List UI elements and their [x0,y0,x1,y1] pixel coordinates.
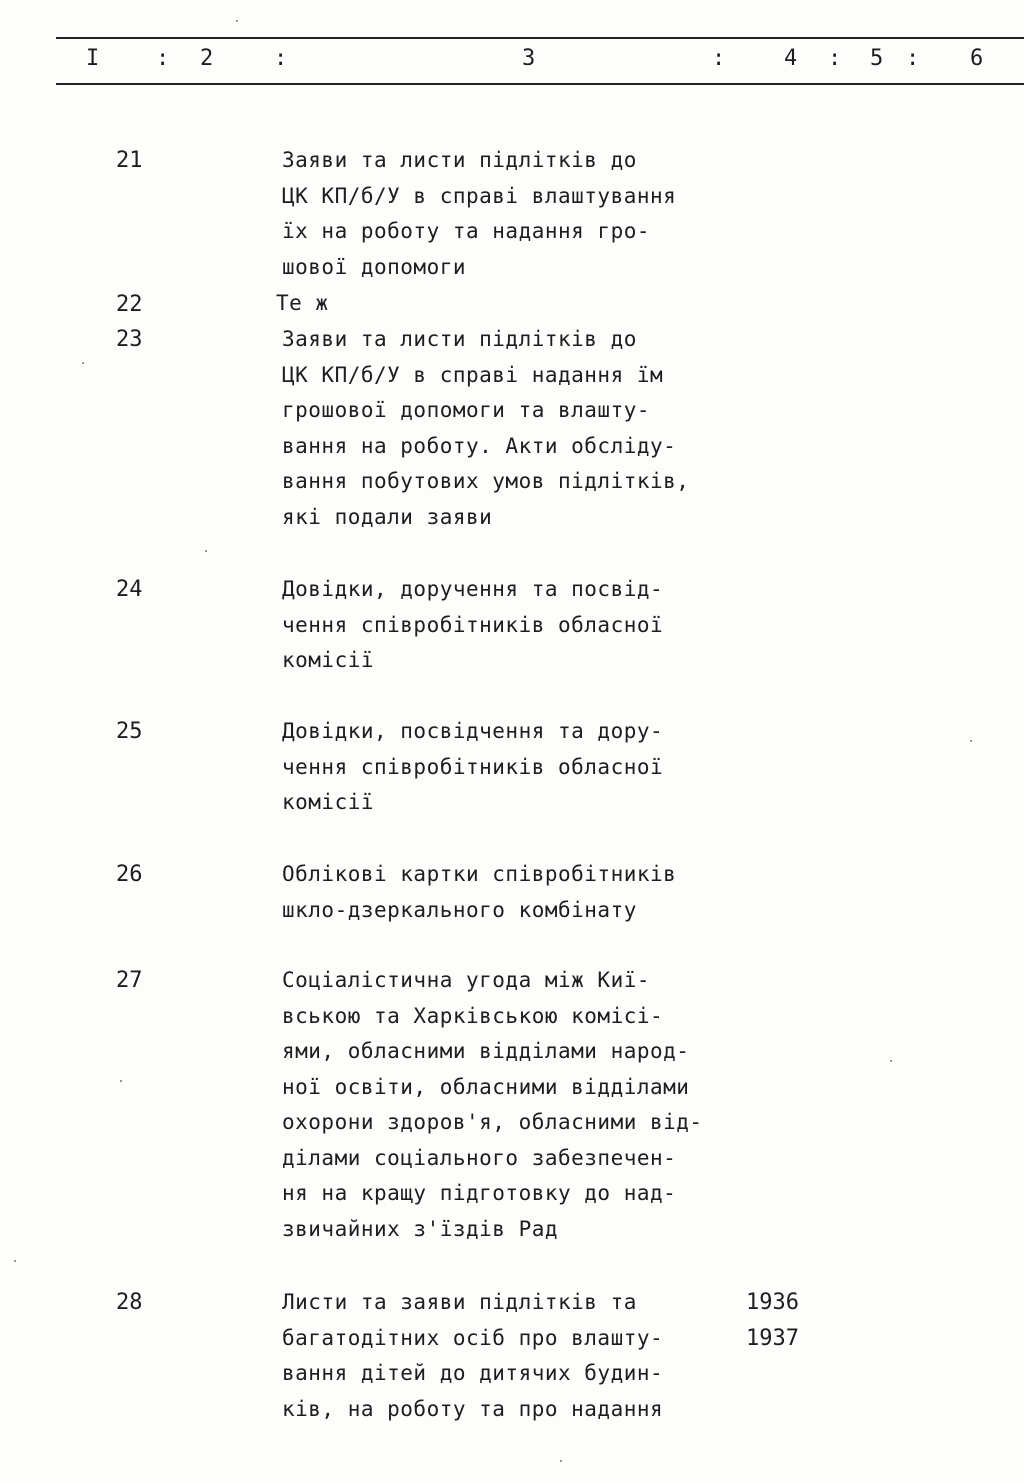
entry-description [282,714,762,821]
header-separator: : [828,46,843,71]
entry-description-line: ЦК КП/б/У в справі надання їм [282,362,664,387]
header-col-6: 6 [970,46,985,71]
header-col-1: I [86,46,101,71]
entry-number: 24 [116,577,143,602]
entry-description-line: багатодітних осіб про влашту- [282,1325,664,1350]
entry-description-line: ями, обласними відділами народ- [282,1039,690,1063]
entry-description-line: шкло-дзеркального комбінату [282,897,637,922]
entry-description-line: ків, на роботу та про надання [282,1396,664,1421]
entry-description-line: ня на кращу підготовку до над- [282,1181,677,1205]
entry-number: 21 [116,148,143,173]
header-bottom-rule [56,83,1024,85]
entry-description-line: Заяви та листи підлітків до [282,327,637,351]
entry-description-line: Заяви та листи підлітків до [282,148,637,172]
entry-description-line: їх на роботу та надання гро- [282,219,651,243]
entry-description-line: Довідки, доручення та посвід- [282,577,664,601]
header-separator: : [712,46,727,71]
header-separator: : [274,46,289,71]
entry-description-line: Листи та заяви підлітків та [282,1290,637,1314]
entry-description [282,322,762,535]
entry-description-line: вання дітей до дитячих будин- [282,1361,664,1385]
entry-description-line: Те ж [276,291,329,315]
entry-description-line: вання побутових умов підлітків, [282,469,690,493]
scan-speck [236,20,238,22]
entry-description-line: звичайних з'їздів Рад [282,1216,559,1241]
scan-speck [205,550,207,552]
entry-description [282,143,762,285]
entry-description [276,286,756,322]
scan-speck [970,740,972,742]
entry-description-line: Соціалістична угода між Киї- [282,968,651,992]
entry-description-line: ної освіти, обласними відділами [282,1074,690,1099]
entry-description-line: вання на роботу. Акти обсліду- [282,433,677,458]
header-top-rule [56,37,1024,39]
entry-description [282,857,762,928]
scan-speck [14,1260,16,1262]
header-col-5: 5 [870,46,885,71]
entry-number: 28 [116,1290,143,1315]
entry-description-line: вською та Харківською комісі- [282,1003,664,1028]
header-col-4: 4 [784,46,799,71]
entry-description-line: комісії [282,790,375,814]
scan-speck [890,1060,892,1062]
entry-description [282,1285,762,1427]
entry-description-line: ділами соціального забезпечен- [282,1145,677,1170]
scan-speck [120,1080,122,1082]
entry-description-line: чення співробітників обласної [282,612,664,637]
entry-description-line: грошової допомоги та влашту- [282,398,651,422]
entry-description-line: комісії [282,648,375,672]
entry-description [282,963,762,1247]
entry-number: 26 [116,862,143,887]
header-separator: : [156,46,171,71]
entry-years [746,1285,799,1356]
header-separator: : [906,46,921,71]
entry-description-line: шової допомоги [282,254,467,279]
entry-description-line: які подали заяви [282,504,493,529]
entry-description-line: Довідки, посвідчення та дору- [282,719,664,743]
header-col-2: 2 [200,46,215,71]
entry-description-line: чення співробітників обласної [282,754,664,779]
entry-year-end: 1937 [746,1325,799,1351]
header-col-3: 3 [522,46,537,71]
entry-number: 22 [116,292,143,317]
entry-number: 25 [116,719,143,744]
entry-description-line: охорони здоров'я, обласними від- [282,1110,703,1134]
scan-speck [82,362,84,364]
scan-speck [560,1460,562,1462]
entry-number: 27 [116,968,143,993]
entry-description [282,572,762,679]
entry-description-line: Облікові картки співробітників [282,862,677,886]
entry-description-line: ЦК КП/б/У в справі влаштування [282,183,677,208]
entry-number: 23 [116,327,143,352]
entry-year-start: 1936 [746,1290,799,1315]
